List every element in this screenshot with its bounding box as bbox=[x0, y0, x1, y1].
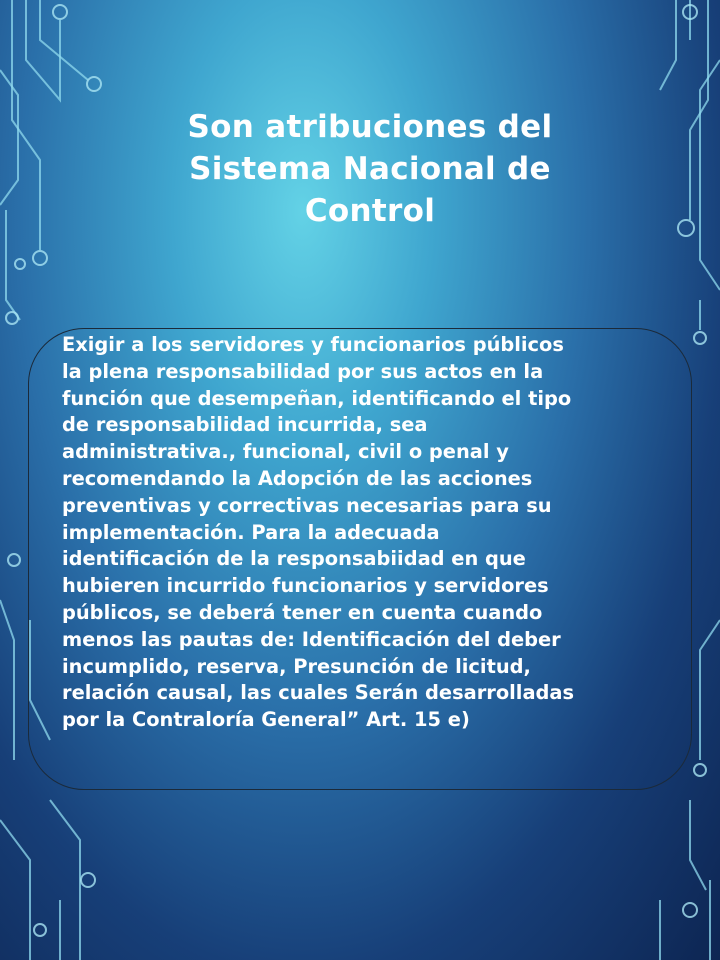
slide-title: Son atribuciones del Sistema Nacional de Control bbox=[187, 109, 553, 229]
body-paragraph: Exigir a los servidores y funcionarios públicos la plena responsabilidad por sus actos en la función que desempeñan, identificando el tipo de responsabilidad incurrida, sea administrativa., funcional, civil o penal y recomendando la Adopción de las acciones preventivas y correctivas necesarias para su implementación. Para la adecuada identificación de la responsabiidad en que hubieren incurrido funcionarios y servidores públicos, se deberá tener en cuenta cuando menos las pautas de: Identificación del deber incumplido, reserva, Presunción de licitud, relación causal, las cuales Serán desarrolladas por la Contraloría General” Art. 15 e) bbox=[62, 333, 575, 732]
